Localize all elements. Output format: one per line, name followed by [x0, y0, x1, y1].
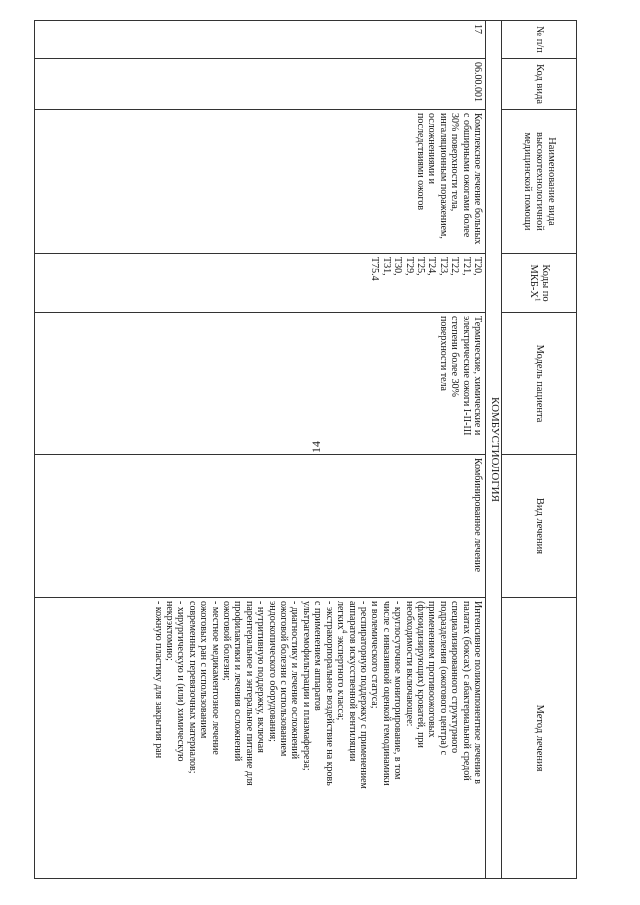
method-line: ожоговых ран с использованием	[198, 601, 210, 739]
method-inline-before: легких	[335, 601, 347, 630]
method-inline-after: экспертного класса;	[335, 635, 347, 721]
method-line: профилактики и лечения осложнений	[232, 601, 244, 762]
header-code: Код вида	[502, 59, 577, 110]
section-row	[486, 21, 502, 879]
header-name: Наименование вида высокотехнологичной медицинской помощи	[502, 110, 577, 254]
header-method: Метод лечения	[502, 598, 577, 879]
method-line: - нутритивную поддержку, включая	[255, 601, 267, 753]
method-line: подразделения (ожогового центра) с	[437, 601, 449, 756]
method-line: с применением аппаратов	[312, 601, 324, 711]
method-line: некрэктомию;	[164, 601, 176, 661]
mkb-code: T24,	[426, 257, 438, 276]
page-number: 14	[309, 441, 323, 453]
mkb-code: T20,	[472, 257, 483, 276]
procedure-table-frame	[40, 20, 577, 878]
table-row	[35, 21, 486, 879]
section-title: КОМБУСТИОЛОГИЯ	[486, 21, 502, 879]
method-footnote-mark: 4	[340, 629, 349, 634]
mkb-code: T23,	[437, 257, 449, 276]
method-line: необходимости включающее:	[403, 601, 415, 727]
method-line: - респираторную поддержку с применением	[357, 601, 369, 789]
cell-name: Комплексное лечение больных с обширными ожогами более 30% поверхности тела, ингаляционным поражением, осложнениями и последствиями ожогов	[35, 110, 486, 254]
cell-model: Термические, химические и электрические ожоги I-II-III степени более 30% поверхности тела	[35, 313, 486, 455]
mkb-code: T22,	[449, 257, 461, 276]
header-mkb	[502, 254, 577, 313]
method-line: применением противоожоговых	[426, 601, 438, 738]
mkb-code: T21,	[460, 257, 472, 276]
method-line: эндоскопического оборудования;	[266, 601, 278, 742]
method-line: ожоговой болезни с использованием	[278, 601, 290, 757]
method-line: - экстракорпоральное воздействие на кровь	[323, 601, 335, 786]
method-line: ожоговой болезни;	[221, 601, 233, 681]
procedure-table	[34, 20, 577, 879]
cell-code: 06.00.001	[35, 59, 486, 110]
method-line: - кожную пластику для закрытия ран	[152, 601, 164, 759]
cell-mkb	[35, 254, 486, 313]
cell-method	[35, 598, 486, 879]
method-line: (флюидизирующих) кроватей, при	[414, 601, 426, 748]
method-line: аппаратов искусственной вентиляции	[346, 601, 358, 762]
method-line: ультрагемофильтрации и плазмафереза;	[300, 601, 312, 771]
header-num: № п/п	[502, 21, 577, 59]
method-line: и волемического статуса;	[369, 601, 381, 709]
method-line: числе с инвазивной оценкой гемодинамики	[380, 601, 392, 786]
cell-num: 17	[35, 21, 486, 59]
mkb-code: T25,	[414, 257, 426, 276]
method-line: палатах (боксах) с абактериальной средой	[460, 601, 472, 781]
method-line: парентеральное и энтеральное питание для	[243, 601, 255, 786]
mkb-code: T31,	[380, 257, 392, 276]
method-line: современных перевязочных материалов;	[186, 601, 198, 774]
header-model: Модель пациента	[502, 313, 577, 455]
method-line: - диагностику и лечение осложнений	[289, 601, 301, 760]
method-line: - хирургическую и (или) химическую	[175, 601, 187, 762]
method-line: специализированного структурного	[449, 601, 461, 754]
method-line: - местное медикаментозное лечение	[209, 601, 221, 755]
mkb-code: T75.4	[369, 257, 381, 281]
mkb-code: T30,	[392, 257, 404, 276]
cell-type: Комбинированное лечение	[35, 455, 486, 598]
mkb-code: T29,	[403, 257, 415, 276]
header-mkb-label: Коды по МКБ-Х	[528, 264, 551, 302]
method-line-footnoted	[335, 601, 349, 875]
header-type: Вид лечения	[502, 455, 577, 598]
method-line: Интенсивное поликомпонентное лечение в	[472, 601, 483, 784]
method-line: - круглосуточное мониторирование, в том	[392, 601, 404, 780]
header-mkb-footnote: 1	[533, 297, 542, 302]
header-row	[502, 21, 577, 879]
